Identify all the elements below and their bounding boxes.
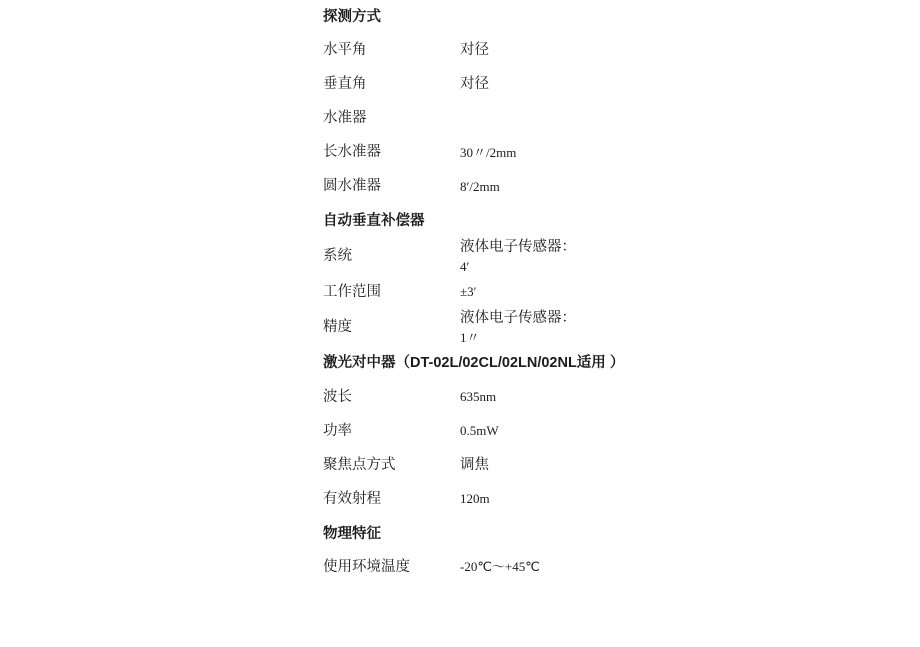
row-label: 圆水准器 (323, 178, 381, 195)
table-row (323, 380, 743, 414)
row-label: 长水准器 (323, 144, 381, 161)
table-row (323, 68, 743, 102)
row-value: -20℃～+45℃ (460, 558, 540, 574)
table-row (323, 275, 743, 309)
row-value-line1: 液体电子传感器： (460, 310, 576, 327)
row-value (460, 102, 743, 136)
section-heading: 探测方式 (323, 9, 381, 26)
section-heading: 激光对中器（DT-02L/02CL/02LN/02NL适用 ） (323, 355, 625, 372)
table-row (323, 550, 743, 584)
row-value: 0.5mW (460, 422, 499, 438)
section-heading: 自动垂直补偿器 (323, 213, 425, 230)
table-row (323, 482, 743, 516)
table-row (323, 238, 743, 275)
row-label: 工作范围 (323, 283, 381, 300)
row-value (460, 309, 743, 346)
row-value: 对径 (460, 42, 489, 59)
row-label: 波长 (323, 388, 352, 405)
row-value: 635nm (460, 388, 497, 404)
table-row (323, 170, 743, 204)
row-value-line1: 液体电子传感器： (460, 239, 576, 255)
table-row (323, 204, 743, 238)
row-value-line2: 4′ (460, 258, 470, 274)
table-row (323, 34, 743, 68)
row-label: 水准器 (323, 110, 367, 127)
row-value (460, 238, 743, 275)
row-value-line2: 1〃 (460, 329, 480, 345)
row-label: 使用环境温度 (323, 558, 410, 575)
row-label: 功率 (323, 422, 352, 439)
section-heading: 物理特征 (323, 525, 381, 542)
table-row (323, 448, 743, 482)
row-value: 8′/2mm (460, 178, 500, 194)
table-row (323, 0, 743, 34)
row-label: 精度 (323, 319, 352, 336)
row-value: 调焦 (460, 456, 489, 473)
table-row (323, 346, 743, 380)
row-label: 有效射程 (323, 490, 381, 507)
row-value: 120m (460, 490, 490, 506)
table-row (323, 516, 743, 550)
specification-table-body (323, 0, 743, 584)
table-row (323, 414, 743, 448)
table-row (323, 102, 743, 136)
row-value: 对径 (460, 76, 489, 93)
row-value: 30〃/2mm (460, 144, 517, 160)
row-label: 水平角 (323, 42, 367, 59)
table-row (323, 309, 743, 346)
table-row (323, 136, 743, 170)
row-label: 聚焦点方式 (323, 456, 396, 473)
specification-table (323, 0, 743, 584)
row-label: 垂直角 (323, 76, 367, 93)
row-label: 系统 (323, 248, 352, 265)
row-value: ±3′ (460, 283, 477, 299)
